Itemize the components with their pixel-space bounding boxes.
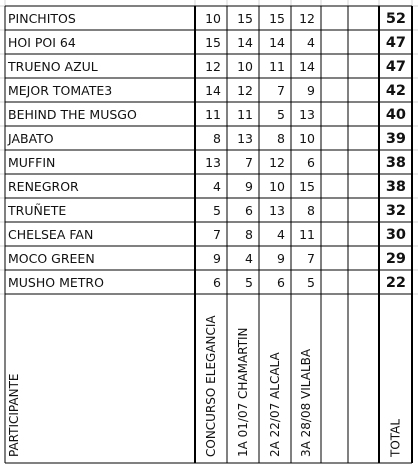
score-cell: 5 <box>213 203 221 218</box>
score-cell: 7 <box>213 227 221 242</box>
participant-name: PINCHITOS <box>8 11 76 26</box>
participant-name: MUFFIN <box>8 155 56 170</box>
score-cell: 9 <box>245 179 253 194</box>
score-cell: 15 <box>205 35 221 50</box>
score-cell: 11 <box>299 227 315 242</box>
column-header: 3A 28/08 VILALBA <box>299 348 313 457</box>
participant-name: CHELSEA FAN <box>8 227 94 242</box>
score-cell: 8 <box>277 131 285 146</box>
score-cell: 4 <box>213 179 221 194</box>
score-cell: 4 <box>307 35 315 50</box>
score-cell: 15 <box>269 11 285 26</box>
score-cell: 4 <box>245 251 253 266</box>
score-cell: 10 <box>299 131 315 146</box>
participant-header: PARTICIPANTE <box>7 373 21 457</box>
score-cell: 13 <box>237 131 253 146</box>
participant-name: RENEGROR <box>8 179 79 194</box>
total-cell: 38 <box>385 179 406 195</box>
score-cell: 13 <box>299 107 315 122</box>
score-cell: 6 <box>213 275 221 290</box>
score-cell: 14 <box>237 35 253 50</box>
header-row <box>7 315 403 458</box>
participant-name: BEHIND THE MUSGO <box>8 107 137 122</box>
total-cell: 32 <box>385 203 406 219</box>
column-header: 1A 01/07 CHAMARTIN <box>236 327 250 457</box>
score-cell: 12 <box>205 59 221 74</box>
score-cell: 12 <box>269 155 285 170</box>
score-cell: 5 <box>245 275 253 290</box>
score-cell: 11 <box>205 107 221 122</box>
column-header: CONCURSO ELEGANCIA <box>204 315 218 457</box>
score-cell: 5 <box>277 107 285 122</box>
score-cell: 12 <box>237 83 253 98</box>
score-cell: 15 <box>299 179 315 194</box>
column-header: TOTAL <box>388 418 403 457</box>
total-cell: 47 <box>385 35 406 51</box>
score-cell: 6 <box>307 155 315 170</box>
participant-name: TRUENO AZUL <box>8 59 98 74</box>
score-cell: 8 <box>245 227 253 242</box>
participant-name: JABATO <box>8 131 54 146</box>
score-cell: 14 <box>269 35 285 50</box>
score-cell: 15 <box>237 11 253 26</box>
score-cell: 6 <box>245 203 253 218</box>
total-cell: 38 <box>385 155 406 171</box>
total-cell: 22 <box>385 275 406 291</box>
total-cell: 40 <box>385 107 406 123</box>
score-cell: 14 <box>205 83 221 98</box>
score-cell: 7 <box>307 251 315 266</box>
total-cell: 39 <box>385 131 406 147</box>
participant-name: MUSHO METRO <box>8 275 104 290</box>
score-cell: 11 <box>237 107 253 122</box>
score-cell: 10 <box>237 59 253 74</box>
score-cell: 12 <box>299 11 315 26</box>
score-cell: 9 <box>277 251 285 266</box>
participant-name: HOI POI 64 <box>8 35 76 50</box>
total-cell: 30 <box>385 227 406 243</box>
total-cell: 47 <box>385 59 406 75</box>
score-cell: 14 <box>299 59 315 74</box>
total-cell: 29 <box>385 251 406 267</box>
score-cell: 7 <box>245 155 253 170</box>
participant-name: MEJOR TOMATE3 <box>8 83 113 98</box>
score-cell: 5 <box>307 275 315 290</box>
score-cell: 13 <box>269 203 285 218</box>
score-cell: 10 <box>269 179 285 194</box>
column-header: 2A 22/07 ALCALA <box>268 352 282 457</box>
score-cell: 4 <box>277 227 285 242</box>
score-cell: 13 <box>205 155 221 170</box>
total-cell: 42 <box>385 83 406 99</box>
score-cell: 9 <box>213 251 221 266</box>
participant-name: TRUÑETE <box>8 203 67 218</box>
table-cells <box>7 11 406 291</box>
participant-name: MOCO GREEN <box>8 251 95 266</box>
score-cell: 8 <box>307 203 315 218</box>
score-cell: 6 <box>277 275 285 290</box>
score-cell: 7 <box>277 83 285 98</box>
score-cell: 10 <box>205 11 221 26</box>
score-cell: 9 <box>307 83 315 98</box>
total-cell: 52 <box>385 11 406 27</box>
score-cell: 8 <box>213 131 221 146</box>
score-cell: 11 <box>269 59 285 74</box>
